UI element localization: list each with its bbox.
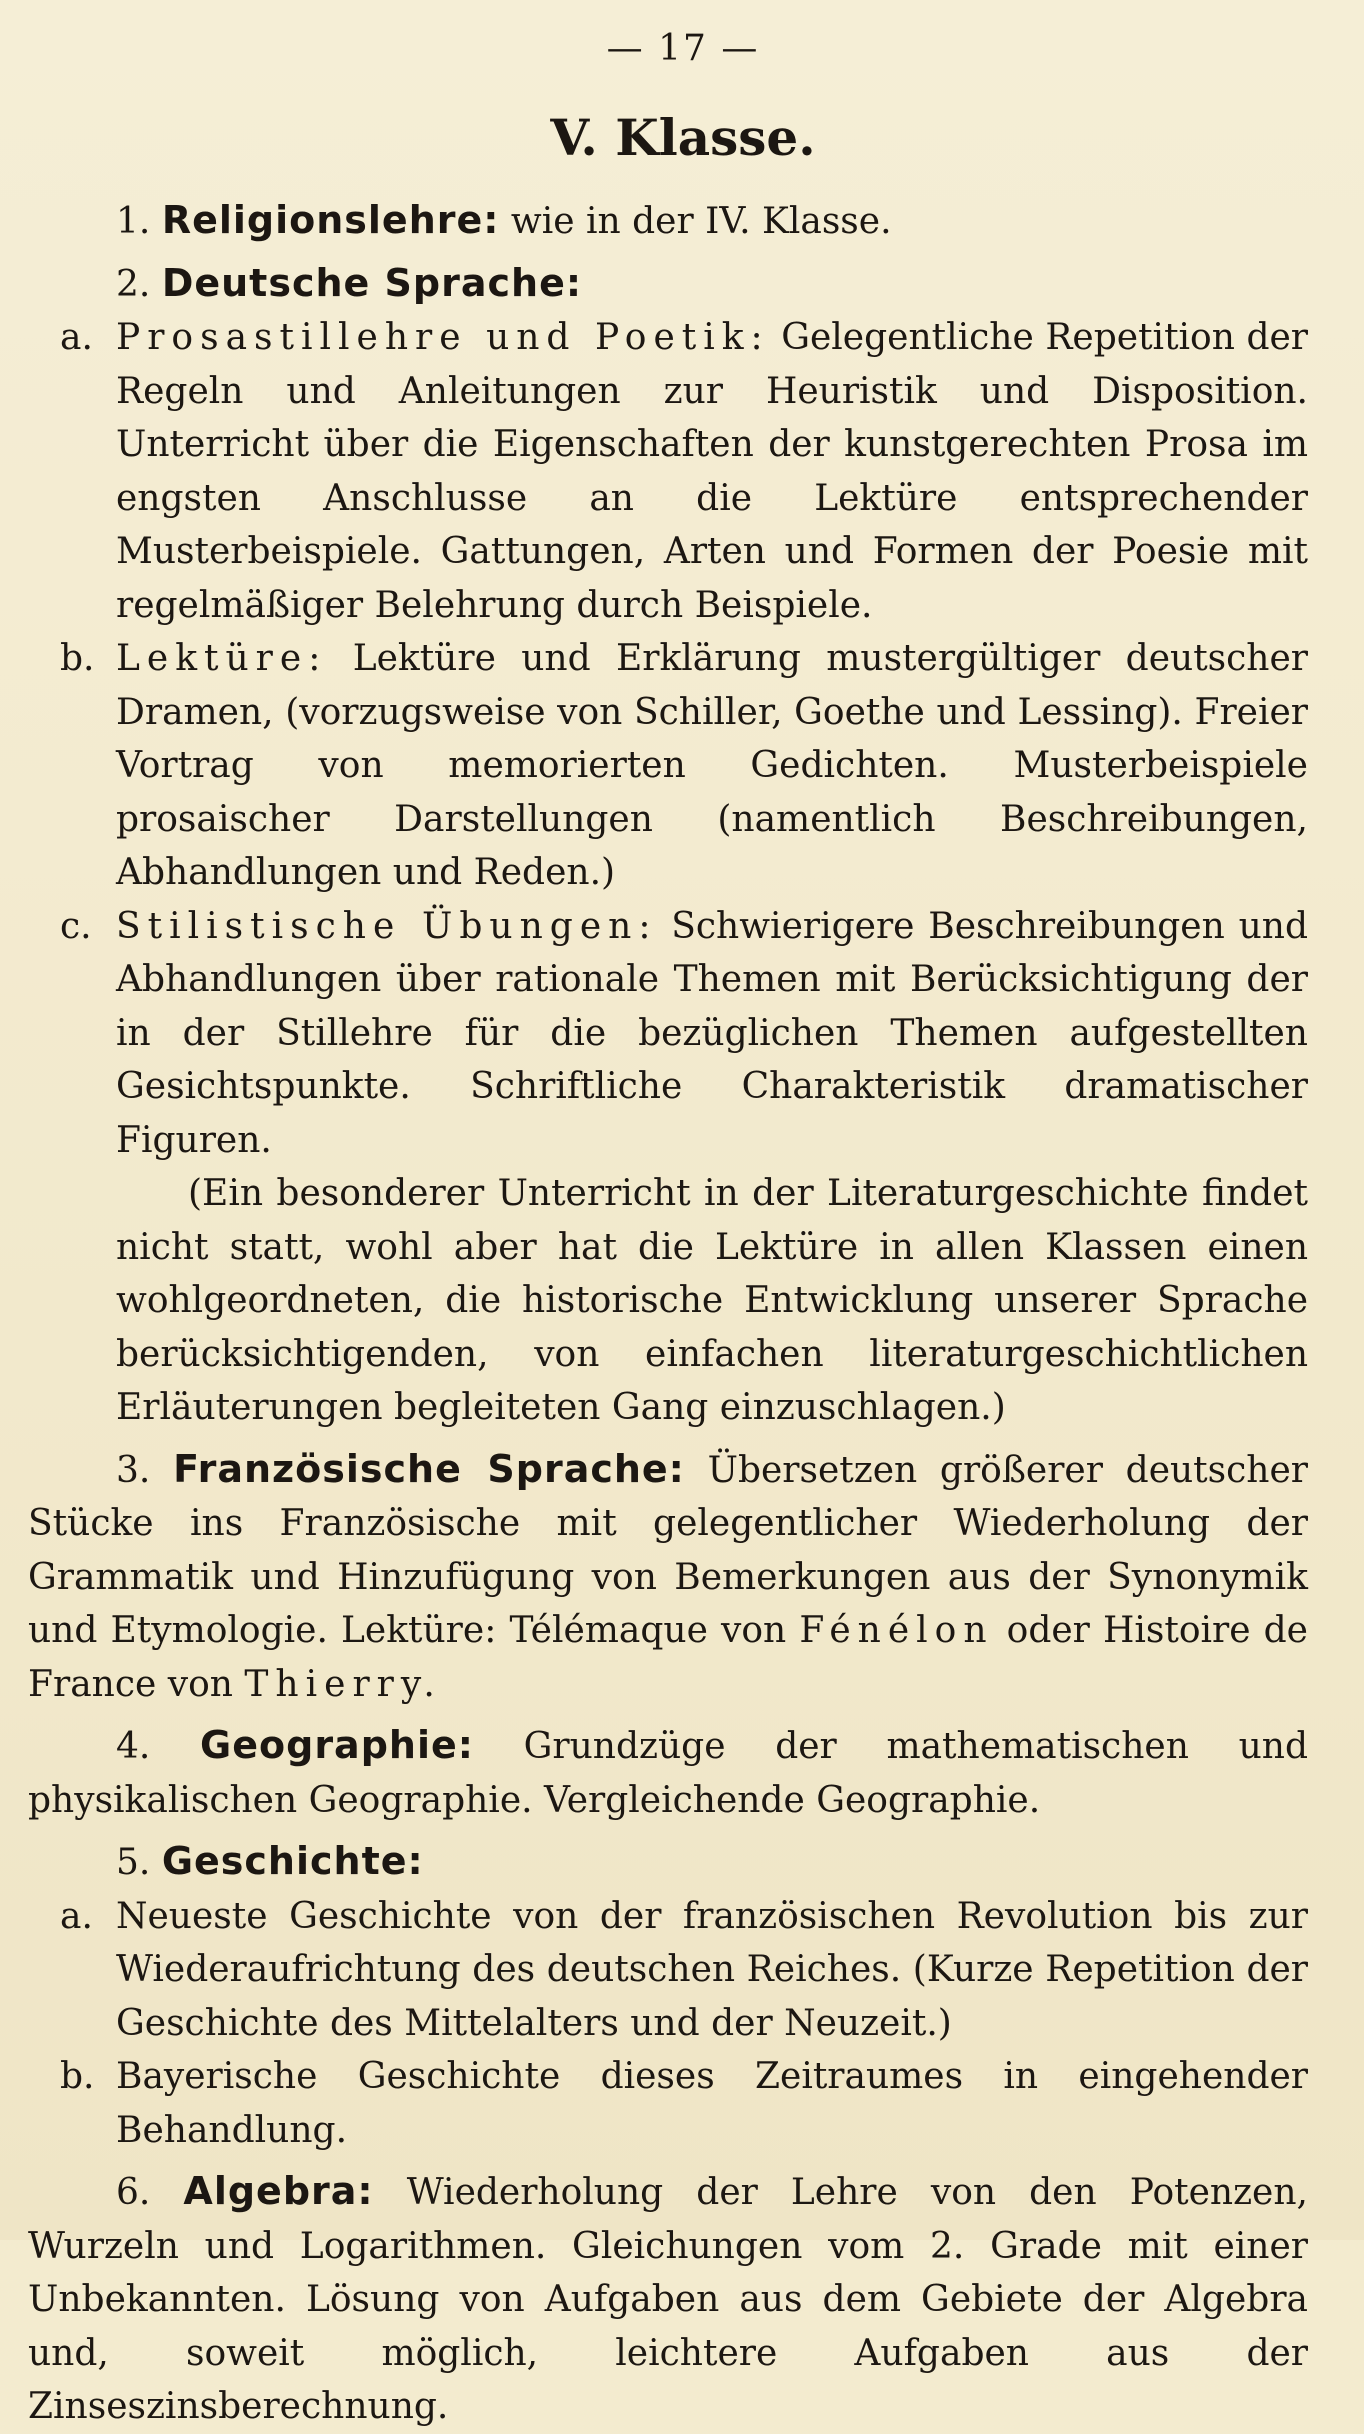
subsection-bayerische-geschichte <box>28 2050 1308 2157</box>
section-heading: Französische Sprache: <box>173 1446 685 1491</box>
literature-note: (Ein besonderer Unterricht in der Literaturgeschichte findet nicht statt, wohl aber hat die Lektüre in allen Klassen einen wohlgeordneten, die historische Entwicklung unserer Sprache berücksichtigenden, von einfachen literaturgeschichtlichen Erläuterungen begleiteten Gang einzuschlagen.) <box>116 1173 1308 1428</box>
page-number: — 17 — <box>606 28 760 69</box>
author-name: Thierry. <box>244 1663 442 1705</box>
section-heading: Geographie: <box>200 1723 474 1767</box>
section-number: 3. <box>116 1449 151 1491</box>
section-heading: Religionslehre: <box>161 198 500 242</box>
section-heading: Algebra: <box>183 2169 374 2213</box>
section-text: Wiederholung der Lehre von den Potenzen, Wurzeln und Logarithmen. Gleichungen vom 2. Grade mit einer Unbekannten. Lösung von Aufgaben aus dem Gebiete der Algebra und, soweit möglich, leichtere Aufgaben aus der Zinseszinsberechnung. <box>28 2172 1308 2427</box>
section-religionslehre <box>28 194 1308 249</box>
section-text: oder <box>1006 1610 1090 1651</box>
subsection-prosastillehre <box>28 311 1308 632</box>
section-algebra <box>28 2165 1308 2434</box>
section-heading: Deutsche Sprache: <box>161 260 583 305</box>
section-text: von <box>721 1610 787 1651</box>
section-number: 2. <box>116 263 151 305</box>
subsection-label: Prosastillehre und Poetik: <box>116 317 770 358</box>
section-number: 1. <box>116 201 151 242</box>
subsection-letter: a. <box>60 317 93 358</box>
section-text: wie in der IV. Klasse. <box>510 201 892 242</box>
subsection-text: Schwierigere Beschreibungen und Abhandlungen über rationale Themen mit Berücksichtigung der in der Stillehre für die bezüglichen Themen aufgestellten Gesichtspunkte. Schriftliche Charakteristik dramatischer Figuren. <box>116 905 1308 1161</box>
subsection-text: Bayerische Geschichte dieses Zeitraumes in eingehender Behandlung. <box>116 2056 1308 2151</box>
subsection-text: Lektüre und Erklärung mustergültiger deutscher Dramen, (vorzugsweise von Schiller, Goethe und Lessing). Freier Vortrag von memorierten Gedichten. Musterbeispiele prosaischer Darstellungen (namentlich Beschreibungen, Abhandlungen und Reden.) <box>116 638 1308 893</box>
subsection-text: Gelegentliche Repetition der Regeln und Anleitungen zur Heuristik und Disposition. Unterricht über die Eigenschaften der kunstgerechten Prosa im engsten Anschlusse an die Lektüre entsprechender Musterbeispiele. Gattungen, Arten und Formen der Poesie mit regelmäßiger Belehrung durch Beispiele. <box>116 317 1309 626</box>
section-heading: Geschichte: <box>161 1839 424 1883</box>
section-text: Übersetzen größerer deutscher Stücke ins Französische mit gelegentlicher Wiederholung der Grammatik und Hinzufügung von Bemerkungen aus der Synonymik und Etymologie. Lektüre: <box>28 1449 1308 1651</box>
section-deutsche-sprache <box>28 257 1308 312</box>
author-name: Fénélon <box>799 1610 994 1651</box>
subsection-letter: c. <box>60 905 92 947</box>
subsection-letter: b. <box>60 2056 95 2097</box>
section-geschichte <box>28 1835 1308 1890</box>
subsection-stilistische-uebungen <box>28 900 1308 1168</box>
subsection-lektuere <box>28 632 1308 900</box>
section-franzoesische-sprache <box>28 1443 1308 1712</box>
section-text: von <box>167 1663 233 1705</box>
subsection-letter: a. <box>60 1895 93 1937</box>
section-number: 6. <box>116 2172 151 2213</box>
subsection-label: Stilistische Übungen: <box>116 905 658 947</box>
subsection-letter: b. <box>60 638 95 679</box>
subsection-label: Lektüre: <box>116 638 328 679</box>
page-title: V. Klasse. <box>550 108 816 167</box>
work-title: Télémaque <box>509 1610 708 1651</box>
section-number: 4. <box>116 1726 151 1767</box>
subsection-neueste-geschichte <box>28 1890 1308 2051</box>
section-number: 5. <box>116 1842 151 1883</box>
subsection-text: Neueste Geschichte von der französischen Revolution bis zur Wiederaufrichtung des deutschen Reiches. (Kurze Repetition der Geschichte des Mittelalters und der Neuzeit.) <box>116 1895 1308 2044</box>
section-geographie <box>28 1719 1308 1827</box>
section-text: Grundzüge der mathematischen und physikalischen Geographie. Vergleichende Geographie. <box>28 1726 1308 1821</box>
work-title: Histoire de France <box>28 1610 1308 1705</box>
